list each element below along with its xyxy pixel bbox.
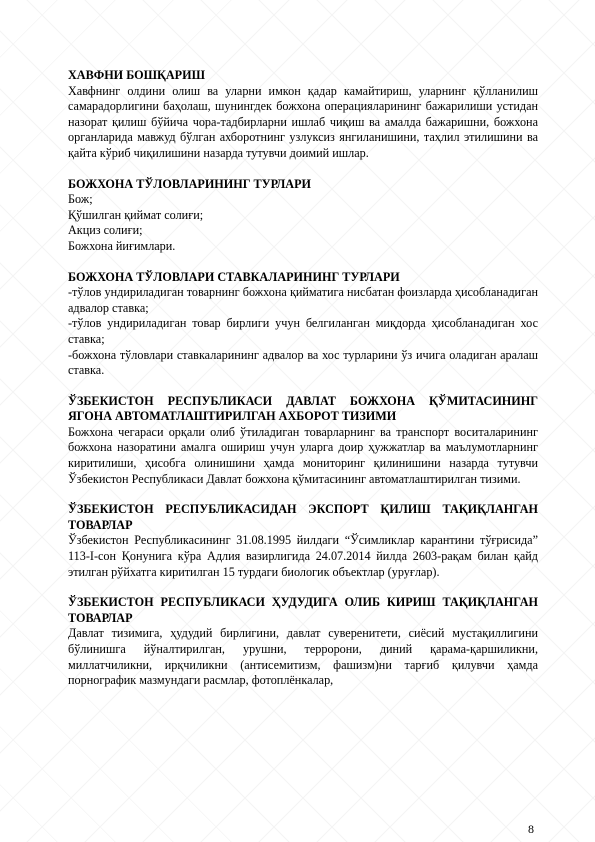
- section-paragraph: -божхона тўловлари ставкаларининг адвалор ва хос турларини ўз ичига оладиган аралаш ставка.: [68, 347, 538, 378]
- section-export-prohibited-goods: [68, 502, 538, 580]
- section-paragraph: -тўлов ундириладиган товарнинг божхона қийматига нисбатан фоизларда ҳисобланадиган адвалор ставка;: [68, 285, 538, 315]
- section-heading: БОЖХОНА ТЎЛОВЛАРИ СТАВКАЛАРИНИНГ ТУРЛАРИ: [68, 269, 400, 284]
- document-body: [68, 68, 538, 704]
- section-heading: ХАВФНИ БОШҚАРИШ: [68, 68, 205, 82]
- list-item: Бож;: [68, 192, 93, 207]
- section-paragraph: Хавфнинг олдини олиш ва уларни имкон қадар камайтириш, уларнинг қўлланилиш самарадорлигини баҳолаш, шунингдек божхона операцияларининг бажарилиши устидан назорат қилиш бўйича чора-тадбирларни ишлаб чиқиш ва амалда бажаришни, божхона органларида мавжуд бўлган ахборотнинг узлуксиз янгиланишини, таҳлил этилишини ва қайта кўриб чиқилишини назарда тутувчи доимий ишлар.: [68, 83, 538, 160]
- section-unified-information-system: [68, 394, 538, 488]
- page-number: 8: [528, 822, 534, 836]
- section-heading: БОЖХОНА ТЎЛОВЛАРИНИНГ ТУРЛАРИ: [68, 176, 312, 191]
- section-customs-payment-types: [68, 177, 538, 255]
- section-paragraph: Давлат тизимига, ҳудудий бирлигини, давлат суверенитети, сиёсий мустақиллигини бўлинишга йўналтирилган, урушни, терророни, диний қарама-қаршиликни, миллатчиликни, ирқчиликни (антисемитизм, фашизм)ни тарғиб қилувчи ҳамда порнографик мазмундаги расмлар, фотоплёнкалар,: [68, 626, 538, 688]
- section-risk-management: [68, 68, 538, 162]
- list-item: Қўшилган қиймат солиғи;: [68, 207, 204, 222]
- list-item: Акциз солиғи;: [68, 223, 143, 238]
- section-paragraph: -тўлов ундириладиган товар бирлиги учун белгиланган миқдорда ҳисобланадиган хос ставка;: [68, 316, 538, 346]
- list-item: Божхона йиғимлари.: [68, 238, 176, 253]
- section-paragraph: Ўзбекистон Республикасининг 31.08.1995 йилдаги “Ўсимликлар карантини тўғрисида” 113-I-сон Қонунига кўра Адлия вазирлигида 24.07.2014 йилда 2603-рақам билан қайд этилган рўйхатга киритилган 15 турдаги биологик объектлар (уруғлар).: [68, 533, 538, 579]
- section-heading: ЎЗБЕКИСТОН РЕСПУБЛИКАСИДАН ЭКСПОРТ ҚИЛИШ ТАҚИҚЛАНГАН ТОВАРЛАР: [68, 502, 538, 532]
- section-payment-rate-types: [68, 270, 538, 379]
- section-heading: ЎЗБЕКИСТОН РЕСПУБЛИКАСИ ҲУДУДИГА ОЛИБ КИРИШ ТАҚИҚЛАНГАН ТОВАРЛАР: [68, 595, 538, 625]
- section-import-prohibited-goods: [68, 595, 538, 689]
- section-heading: ЎЗБЕКИСТОН РЕСПУБЛИКАСИ ДАВЛАТ БОЖХОНА ҚЎМИТАСИНИНГ ЯГОНА АВТОМАТЛАШТИРИЛГАН АХБОРОТ ТИЗИМИ: [68, 393, 538, 424]
- section-paragraph: Божхона чегараси орқали олиб ўтиладиган товарларнинг ва транспорт воситаларининг божхона назоратини амалга ошириш учун уларга доир ҳужжатлар ва маълумотларнинг киритилиши, ҳисобга олинишини ҳамда мониторинг қилинишини назарда тутувчи Ўзбекистон Республикаси Давлат божхона қўмитасининг автоматлаштирилган тизими.: [68, 424, 538, 486]
